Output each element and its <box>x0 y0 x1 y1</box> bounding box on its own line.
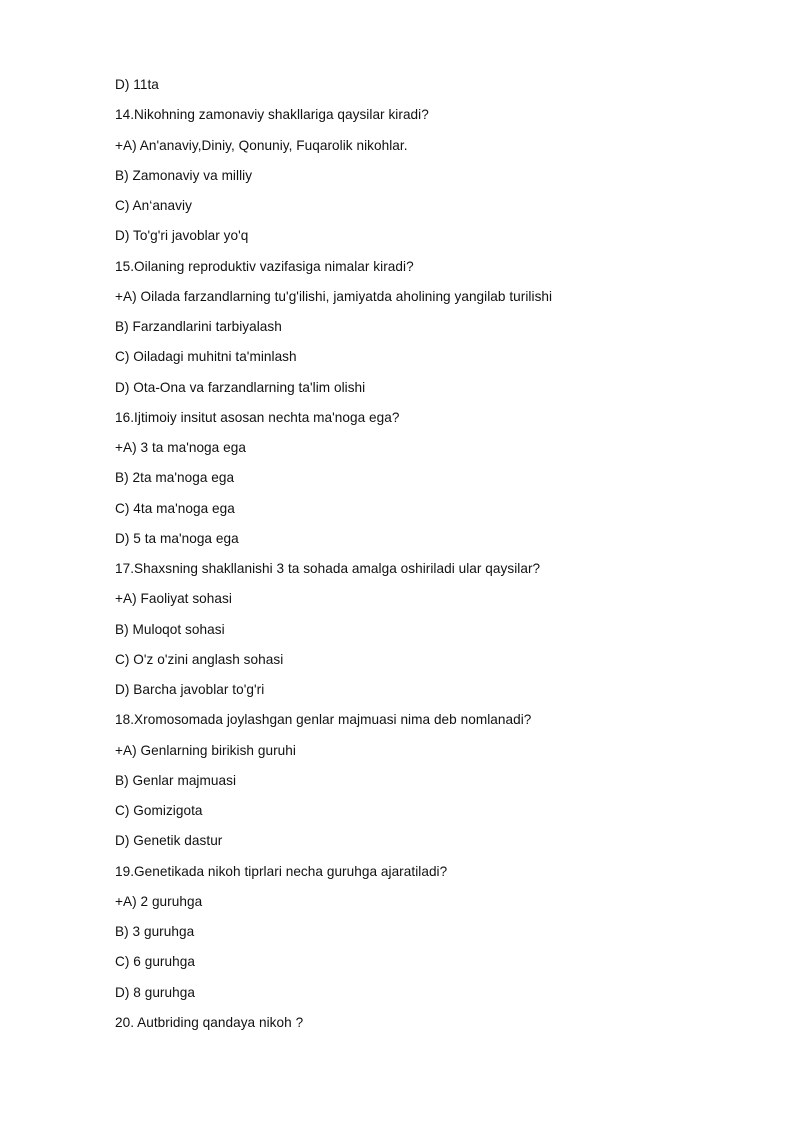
answer-option-correct: +A) Faoliyat sohasi <box>115 591 232 607</box>
answer-option-correct: +A) 3 ta ma'noga ega <box>115 440 246 455</box>
question-16: 16.Ijtimoiy insitut asosan nechta ma'noga ega? <box>115 409 400 425</box>
question-18: 18.Xromosomada joylashgan genlar majmuasi nima deb nomlanadi? <box>115 712 532 728</box>
answer-option: C) 4ta ma'noga ega <box>115 500 235 516</box>
question-15: 15.Oilaning reproduktiv vazifasiga nimalar kiradi? <box>115 258 414 274</box>
answer-option-correct: +A) Genlarning birikish guruhi <box>115 742 296 758</box>
answer-option: B) 2ta ma'noga ega <box>115 470 235 486</box>
answer-option: C) Gomizigota <box>115 803 203 818</box>
question-20: 20. Autbriding qandaya nikoh ? <box>115 1014 304 1030</box>
answer-option: D) 8 guruhga <box>115 984 195 1000</box>
answer-option-correct: +A) An'anaviy,Diniy, Qonuniy, Fuqarolik nikohlar. <box>115 137 408 153</box>
answer-option: D) Barcha javoblar to'g'ri <box>115 682 265 697</box>
answer-option: B) 3 guruhga <box>115 924 195 939</box>
answer-option: D) To'g'ri javoblar yo'q <box>115 228 249 244</box>
question-14: 14.Nikohning zamonaviy shakllariga qaysilar kiradi? <box>115 107 429 123</box>
answer-option: B) Muloqot sohasi <box>115 621 225 637</box>
document-body <box>115 75 775 1043</box>
question-19: 19.Genetikada nikoh tiprlari necha guruhga ajaratiladi? <box>115 863 448 879</box>
answer-option: D) 5 ta ma'noga ega <box>115 530 239 546</box>
answer-option: C) An‘anaviy <box>115 198 192 213</box>
answer-option: C) 6 guruhga <box>115 954 195 970</box>
answer-option-correct: +A) Oilada farzandlarning tu'g'ilishi, jamiyatda aholining yangilab turilishi <box>115 288 553 304</box>
answer-option: C) O'z o'zini anglash sohasi <box>115 651 284 667</box>
answer-option-correct: +A) 2 guruhga <box>115 893 203 909</box>
answer-option: C) Oiladagi muhitni ta'minlash <box>115 349 297 365</box>
answer-option: B) Zamonaviy va milliy <box>115 167 253 183</box>
answer-option: B) Genlar majmuasi <box>115 772 237 788</box>
answer-option: D) Genetik dastur <box>115 833 223 849</box>
answer-option: D) 11ta <box>115 77 159 92</box>
answer-option: D) Ota-Ona va farzandlarning ta'lim olishi <box>115 379 366 395</box>
answer-option: B) Farzandlarini tarbiyalash <box>115 319 282 334</box>
question-17: 17.Shaxsning shakllanishi 3 ta sohada amalga oshiriladi ular qaysilar? <box>115 561 541 576</box>
